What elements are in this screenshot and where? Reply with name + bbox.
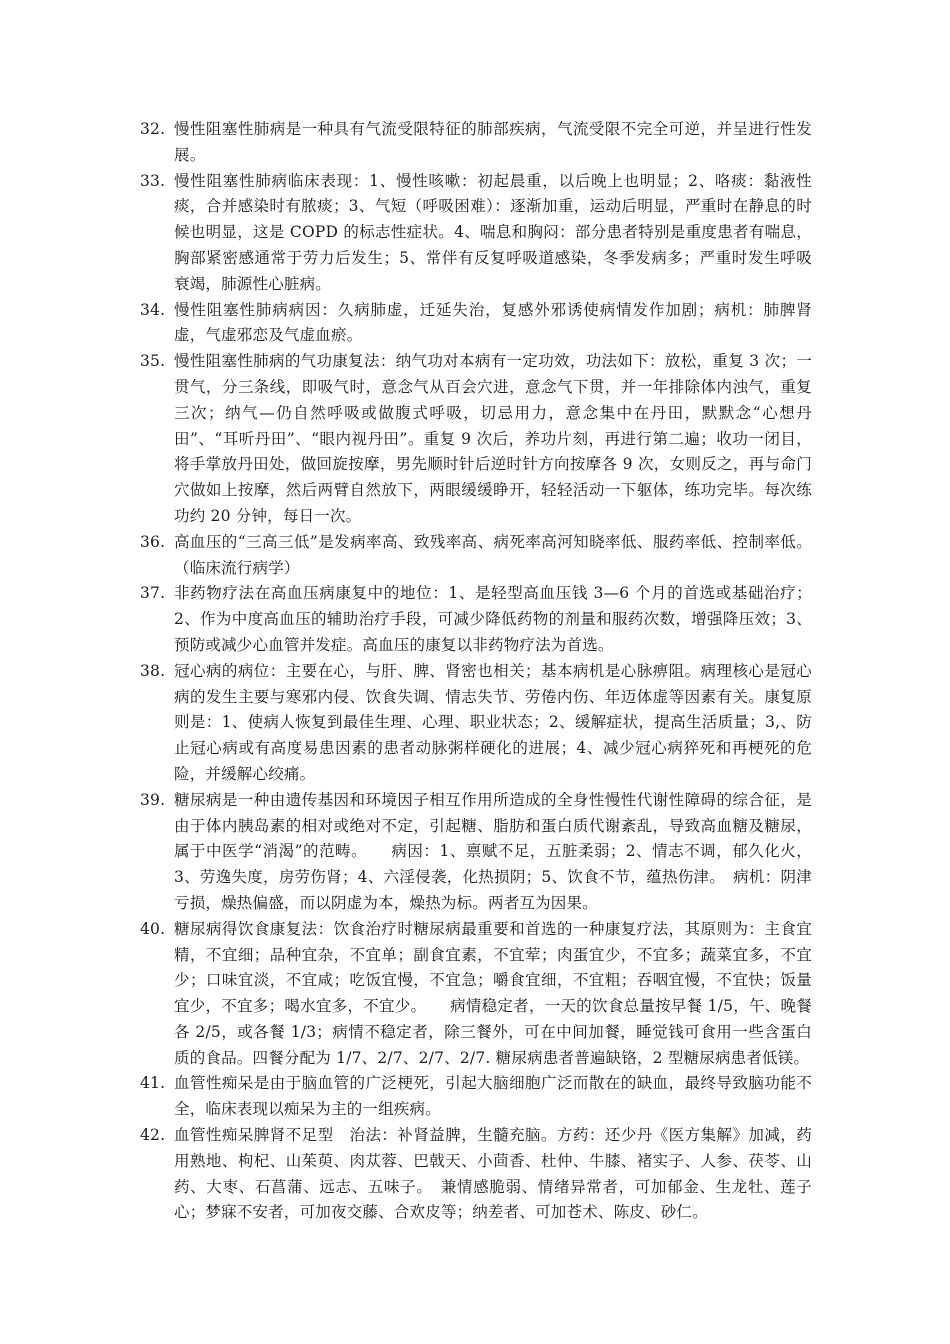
list-item (140, 1123, 812, 1226)
item-number: 32. (140, 120, 166, 138)
item-number: 39. (140, 790, 166, 809)
list-item (140, 581, 812, 658)
item-number: 37. (140, 584, 166, 603)
item-number: 40. (140, 919, 166, 938)
numbered-list (140, 117, 812, 1226)
item-text: 慢性阻塞性肺病病因：久病肺虚，迁延失治，复感外邪诱使病情发作加剧；病机：肺脾肾虚，气虚邪恋及气虚血瘀。 (174, 300, 812, 345)
item-number: 36. (140, 532, 166, 551)
list-item (140, 917, 812, 1072)
list-item (140, 659, 812, 788)
item-text: 糖尿病是一种由遗传基因和环境因子相互作用所造成的全身性慢性代谢性障碍的综合征，是由于体内胰岛素的相对或绝对不定，引起糖、脂肪和蛋白质代谢紊乱，导致高血糖及糖尿，属于中医学“消渴”的范畴。 病因：1、禀赋不足，五脏柔弱；2、情志不调，郁久化火，3、劳逸失度，房劳伤肾；4、六淫侵袭，化热损阴；5、饮食不节，蕴热伤津。 病机：阴津亏损，燥热偏盛，而以阴虚为本，燥热为标。两者互为因果。 (174, 790, 812, 912)
list-item (140, 788, 812, 917)
item-text: 血管性痴呆是由于脑血管的广泛梗死，引起大脑细胞广泛而散在的缺血，最终导致脑功能不全，临床表现以痴呆为主的一组疾病。 (174, 1074, 812, 1119)
list-item (140, 530, 812, 582)
item-number: 35. (140, 352, 166, 371)
item-text: 糖尿病得饮食康复法：饮食治疗时糖尿病最重要和首选的一种康复疗法，其原则为：主食宜精，不宜细；品种宜杂，不宜单；副食宜素，不宜荤；肉蛋宜少，不宜多；蔬菜宜多，不宜少；口味宜淡，不宜咸；吃饭宜慢，不宜急；嚼食宜细，不宜粗；吞咽宜慢，不宜快；饭量宜少，不宜多；喝水宜多，不宜少。 病情稳定者，一天的饮食总量按早餐 1/5，午、晚餐各 2/5，或各餐 1/3；病情不稳定者，除三餐外，可在中间加餐，睡觉钱可食用一些含蛋白质的食品。四餐分配为 1/7、2/7、2/7、2/7. 糖尿病患者普遍缺铬，2 型糖尿病患者低镁。 (174, 919, 812, 1067)
item-text: 非药物疗法在高血压病康复中的地位：1、是轻型高血压钱 3—6 个月的首选或基础治疗；2、作为中度高血压的辅助治疗手段，可减少降低药物的剂量和服药次数，增强降压效；3、预防或减少心血管并发症。高血压的康复以非药物疗法为首选。 (174, 584, 812, 654)
item-text: 冠心病的病位：主要在心，与肝、脾、肾密也相关；基本病机是心脉痹阻。病理核心是冠心病的发生主要与寒邪内侵、饮食失调、情志失节、劳倦内伤、年迈体虚等因素有关。康复原则是：1、使病人恢复到最佳生理、心理、职业状态；2、缓解症状，提高生活质量；3,、防止冠心病或有高度易患因素的患者动脉粥样硬化的进展；4、减少冠心病猝死和再梗死的危险，并缓解心绞痛。 (174, 661, 812, 783)
list-item (140, 117, 812, 169)
list-item (140, 1071, 812, 1123)
list-item (140, 349, 812, 530)
item-text: 高血压的“三高三低”是发病率高、致残率高、病死率高河知晓率低、服药率低、控制率低。（临床流行病学） (174, 532, 812, 577)
item-text: 慢性阻塞性肺病是一种具有气流受限特征的肺部疾病，气流受限不完全可逆，并呈进行性发展。 (174, 120, 812, 164)
item-number: 34. (140, 300, 166, 319)
item-text: 慢性阻塞性肺病临床表现：1、慢性咳嗽：初起晨重，以后晚上也明显；2、咯痰：黏液性痰，合并感染时有脓痰；3、气短（呼吸困难）：逐渐加重，运动后明显，严重时在静息的时候也明显，这是 COPD 的标志性症状。4、喘息和胸闷：部分患者特别是重度患者有喘息，胸部紧密感通常于劳力后发生；5、常伴有反复呼吸道感染，冬季发病多；严重时发生呼吸衰竭，肺源性心脏病。 (174, 171, 812, 293)
list-item (140, 298, 812, 350)
item-text: 慢性阻塞性肺病的气功康复法：纳气功对本病有一定功效，功法如下：放松，重复 3 次；一贯气，分三条线，即吸气时，意念气从百会穴进，意念气下贯，并一年排除体内浊气，重复三次；纳气—仍自然呼吸或做腹式呼吸，切忌用力，意念集中在丹田，默默念“心想丹田”、“耳听丹田”、“眼内视丹田”。重复 9 次后，养功片刻，再进行第二遍；收功一闭目，将手掌放丹田处，做回旋按摩，男先顺时针后逆时针方向按摩各 9 次，女则反之，再与命门穴做如上按摩，然后两臂自然放下，两眼缓缓睁开，轻轻活动一下躯体，练功完毕。每次练功约 20 分钟，每日一次。 (174, 352, 812, 525)
list-item (140, 169, 812, 298)
item-number: 41. (140, 1074, 166, 1093)
item-number: 42. (140, 1126, 166, 1145)
item-number: 33. (140, 171, 166, 190)
item-number: 38. (140, 661, 166, 680)
item-text: 血管性痴呆脾肾不足型 治法：补肾益脾，生髓充脑。方药：还少丹《医方集解》加减，药用熟地、枸杞、山茱萸、肉苁蓉、巴戟天、小茴香、杜仲、牛膝、褚实子、人参、茯苓、山药、大枣、石菖蒲、远志、五味子。 兼情感脆弱、情绪异常者，可加郁金、生龙牡、莲子心；梦寐不安者，可加夜交藤、合欢皮等；纳差者、可加苍术、陈皮、砂仁。 (174, 1126, 812, 1222)
